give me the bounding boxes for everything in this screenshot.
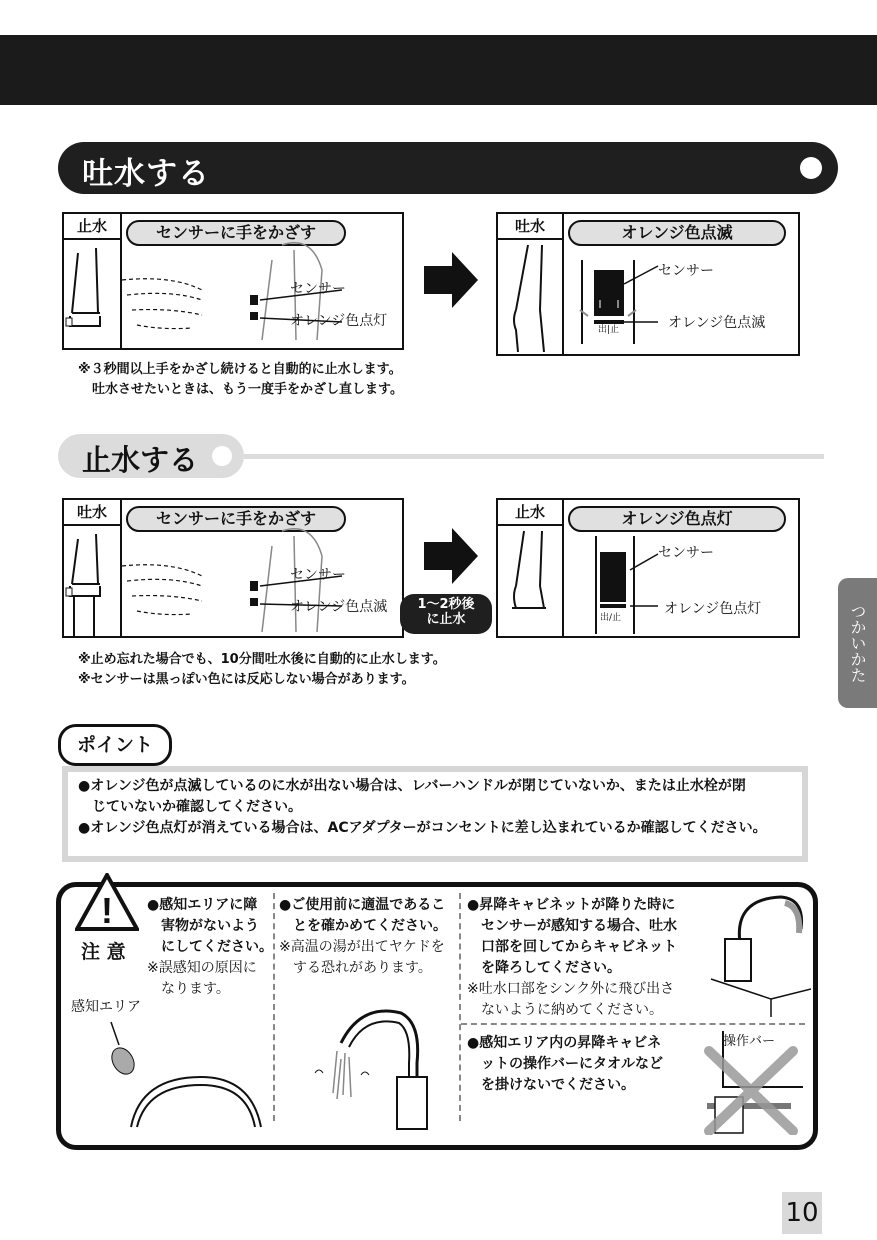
caution-text: ●ご使用前に適温であるこ — [279, 897, 446, 913]
switch-label: 出/止 — [600, 613, 622, 623]
state-label: 吐水 — [498, 214, 564, 240]
bar-label: 操作バー — [723, 1034, 776, 1049]
towel-prohibited-illustration — [693, 1027, 803, 1135]
section-title-bar — [58, 142, 838, 194]
badge-line: に止水 — [426, 612, 466, 627]
page-number: 10 — [782, 1192, 822, 1234]
bullet-dot-icon — [800, 157, 822, 179]
warning-triangle-icon — [75, 873, 139, 933]
caution-subtext: する恐れがあります。 — [293, 960, 432, 976]
sensor-label: センサー — [290, 281, 346, 297]
badge-line: 1～2秒後 — [417, 597, 475, 612]
divider — [244, 454, 824, 459]
faucet-icon — [498, 526, 562, 634]
faucet-icon — [64, 238, 120, 348]
caution-subtext: ※吐水口部をシンク外に飛び出さ — [467, 981, 675, 997]
note-line: ※止め忘れた場合でも、10分間吐水後に自動的に止水します。 — [78, 652, 446, 667]
caution-subtext: ※誤感知の原因に — [147, 960, 257, 976]
point-line: ●オレンジ色点灯が消えている場合は、ACアダプターがコンセントに差し込まれているか確認してください。 — [78, 820, 767, 836]
arrow-right-icon — [424, 252, 478, 308]
cabinet-faucet-illustration — [701, 889, 811, 1029]
sensor-label: センサー — [658, 545, 714, 561]
state-label: 吐水 — [64, 500, 122, 526]
caution-text: 害物がないよう — [161, 918, 259, 934]
caution-box — [56, 882, 818, 1150]
note-line: 吐水させたいときは、もう一度手をかざし直します。 — [92, 382, 403, 397]
header-bar — [0, 35, 877, 105]
faucet-icon — [498, 240, 562, 352]
area-label: 感知エリア — [71, 999, 141, 1015]
action-pill: オレンジ色点灯 — [568, 506, 786, 532]
state-label: 止水 — [64, 214, 122, 240]
step-panel-after — [496, 212, 800, 356]
step-panel-before — [62, 498, 404, 638]
faucet-icon — [64, 524, 120, 636]
point-box — [62, 766, 808, 862]
light-label: オレンジ色点灯 — [290, 313, 388, 329]
divider — [461, 1023, 805, 1025]
caution-heading: 注 意 — [81, 941, 126, 963]
divider — [459, 893, 461, 1121]
caution-subtext: ないように納めてください。 — [481, 1002, 663, 1018]
light-label: オレンジ色点滅 — [668, 315, 766, 331]
caution-text: を降ろしてください。 — [481, 960, 621, 976]
section-title-bar — [58, 434, 244, 478]
step-panel-before — [62, 212, 404, 350]
delay-badge — [400, 594, 492, 634]
note-line: ※３秒間以上手をかざし続けると自動的に止水します。 — [78, 362, 402, 377]
caution-text: ットの操作バーにタオルなど — [481, 1056, 663, 1072]
state-label: 止水 — [498, 500, 564, 526]
point-line: じていないか確認してください。 — [92, 799, 302, 815]
caution-text: ●昇降キャビネットが降りた時に — [467, 897, 676, 913]
action-pill: センサーに手をかざす — [126, 220, 346, 246]
caution-subtext: ※高温の湯が出てヤケドを — [279, 939, 445, 955]
action-pill: オレンジ色点滅 — [568, 220, 786, 246]
hot-water-illustration — [301, 1003, 451, 1133]
section-title: 吐水する — [82, 156, 210, 192]
hand-sensor-illustration — [122, 526, 400, 634]
sensor-label: センサー — [290, 567, 346, 583]
arrow-right-icon — [424, 528, 478, 584]
light-label: オレンジ色点灯 — [664, 601, 762, 617]
note-line: ※センサーは黒っぽい色には反応しない場合があります。 — [78, 672, 415, 687]
caution-subtext: なります。 — [161, 981, 230, 997]
caution-text: ●感知エリアに障 — [147, 897, 258, 913]
point-line: ●オレンジ色が点滅しているのに水が出ない場合は、レバーハンドルが閉じていないか、または止水栓が閉 — [78, 778, 746, 794]
caution-text: 口部を回してからキャビネット — [481, 939, 677, 955]
hand-sensor-illustration — [122, 240, 400, 346]
sensor-label: センサー — [658, 263, 714, 279]
warning-mark: ! — [101, 890, 113, 931]
divider — [273, 893, 275, 1121]
switch-label: 出|止 — [598, 325, 620, 335]
section-title: 止水する — [82, 443, 199, 477]
action-pill: センサーに手をかざす — [126, 506, 346, 532]
step-panel-after — [496, 498, 800, 638]
faucet-spout-illustration — [101, 1017, 271, 1137]
caution-text: を掛けないでください。 — [481, 1077, 635, 1093]
side-tab[interactable]: つかいかた — [838, 578, 877, 708]
light-label: オレンジ色点滅 — [290, 599, 388, 615]
caution-text: ●感知エリア内の昇降キャビネ — [467, 1035, 662, 1051]
bullet-dot-icon — [212, 446, 232, 466]
caution-text: にしてください。 — [161, 939, 273, 955]
caution-text: とを確かめてください。 — [293, 918, 447, 934]
point-tag: ポイント — [58, 724, 172, 766]
caution-text: センサーが感知する場合、吐水 — [481, 918, 677, 934]
